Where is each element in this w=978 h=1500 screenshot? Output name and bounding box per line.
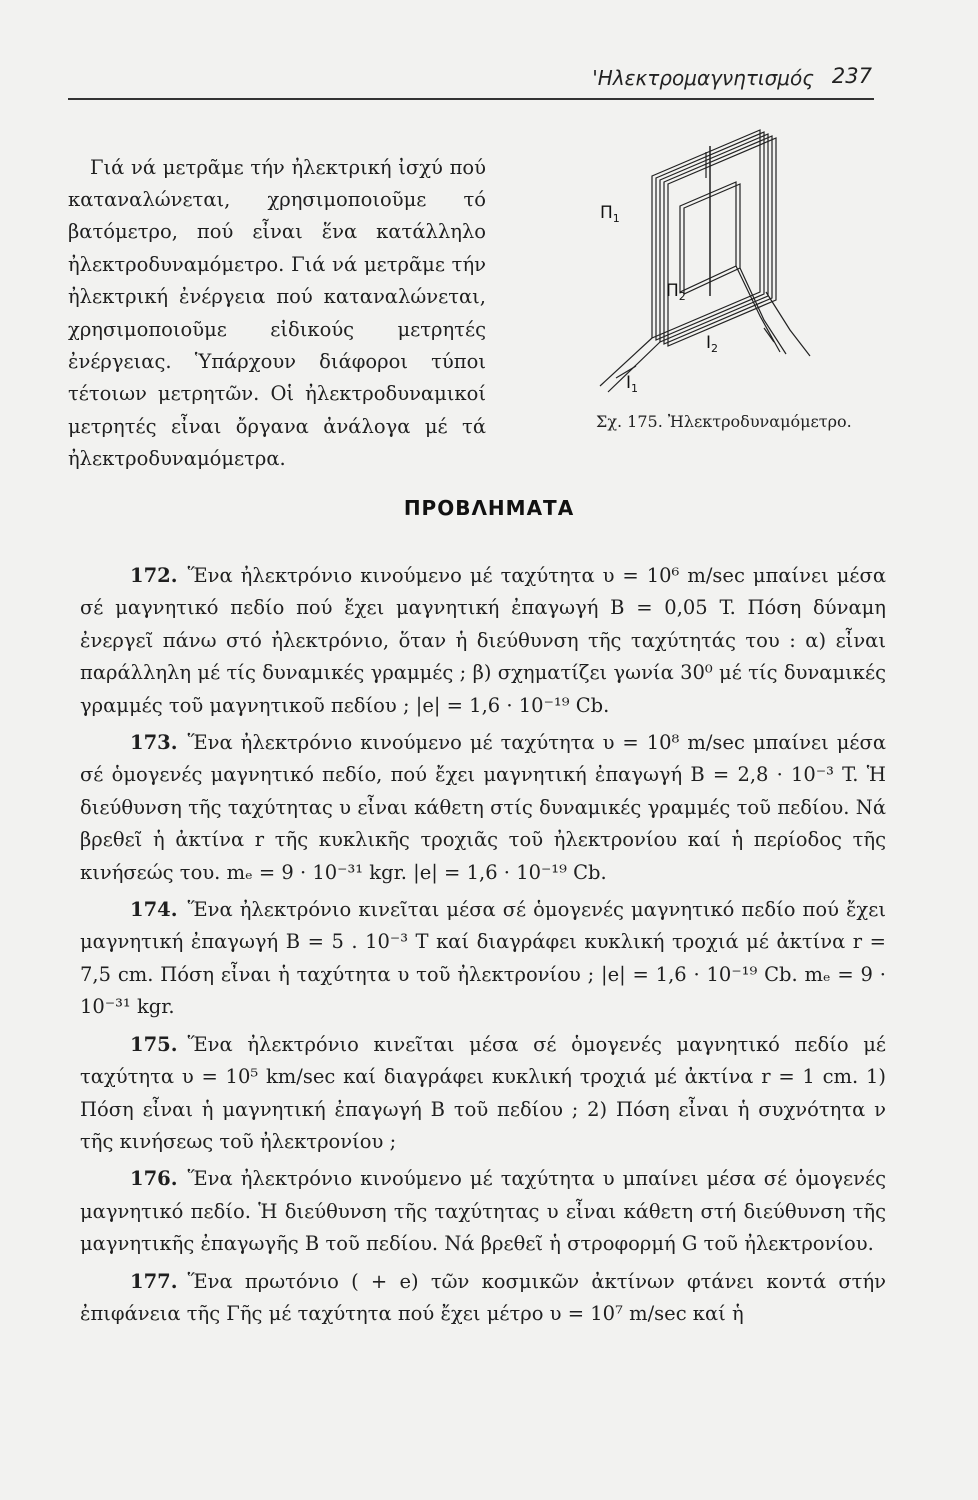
section-title: ΠΡΟΒΛΗΜΑΤΑ [403,496,575,520]
coil-label-p1: $\Pi_1$ [600,203,620,225]
problem-text: Ἕνα ἠλεκτρόνιο κινούμενο μέ ταχύτητα υ μπαίνει μέσα σέ ὁμογενές μαγνητικό πεδίο. Ἡ διεύθυνση τῆς ταχύτητας υ εἶναι κάθετη στή διεύθυνση τῆς μαγνητικῆς ἐπαγωγῆς B τοῦ πεδίου. Νά βρεθεῖ ἡ στροφορμή G τοῦ ἠλεκτρονίου. [80,1167,886,1256]
electrodynamometer-diagram [560,116,880,416]
problem-172 [80,560,886,722]
problem-text: Ἕνα ἠλεκτρόνιο κινούμενο μέ ταχύτητα υ = 10⁶ m/sec μπαίνει μέσα σέ μαγνητικό πεδίο πού ἔχει μαγνητική ἐπαγωγή B = 0,05 T. Πόση δύναμη ἐνεργεῖ πάνω στό ἠλεκτρόνιο, ὅταν ἡ διεύθυνση τῆς ταχύτητάς του : α) εἶναι παράλληλη μέ τίς δυναμικές γραμμές ; β) σχηματίζει γωνία 30⁰ μέ τίς δυναμικές γραμμές τοῦ μαγνητικοῦ πεδίου ; |e| = 1,6 · 10⁻¹⁹ Cb. [80,564,886,717]
page-header [68,62,874,100]
intro-paragraph: Γιά νά μετρᾶμε τήν ἠλεκτρική ἰσχύ πού καταναλώνεται, χρησιμοποιοῦμε τό βατόμετρο, πού εἶναι ἕνα κατάλληλο ἠλεκτροδυναμόμετρο. Γιά νά μετρᾶμε τήν ἠλεκτρική ἐνέργεια πού καταναλώνεται, χρησιμοποιοῦμε εἰδικούς μετρητές ἐνέργειας. Ὑπάρχουν διάφοροι τύποι τέτοιων μετρητῶν. Οἱ ἠλεκτροδυναμικοί μετρητές εἶναι ὄργανα ἀνάλογα μέ τά ἠλεκτροδυναμόμετρα. [68,155,486,471]
problem-177 [80,1266,886,1331]
problem-175 [80,1029,886,1159]
current-label-i2: $I_2$ [706,333,719,355]
problem-173 [80,727,886,889]
current-label-i1: $I_1$ [626,373,639,395]
problems-list [80,560,886,1335]
problem-text: Ἕνα ἠλεκτρόνιο κινεῖται μέσα σέ ὁμογενές μαγνητικό πεδίο πού ἔχει μαγνητική ἐπαγωγή B = 5 . 10⁻³ T καί διαγράφει κυκλική τροχιά μέ ἀκτίνα r = 7,5 cm. Πόση εἶναι ἡ ταχύτητα υ τοῦ ἠλεκτρονίου ; |e| = 1,6 · 10⁻¹⁹ Cb. mₑ = 9 · 10⁻³¹ kgr. [80,898,886,1019]
problem-number: 172. [130,564,178,587]
problem-text: Ἕνα ἠλεκτρόνιο κινεῖται μέσα σέ ὁμογενές μαγνητικό πεδίο μέ ταχύτητα υ = 10⁵ km/sec καί διαγράφει κυκλική τροχιά μέ ἀκτίνα r = 1 cm. 1) Πόση εἶναι ἡ μαγνητική ἐπαγωγή B τοῦ πεδίου ; 2) Πόση εἶναι ἡ συχνότητα ν τῆς κινήσεως τοῦ ἠλεκτρονίου ; [80,1032,886,1153]
problem-174 [80,894,886,1024]
page-number: 237 [831,64,872,88]
problem-176 [80,1163,886,1260]
problem-text: Ἕνα ἠλεκτρόνιο κινούμενο μέ ταχύτητα υ = 10⁸ m/sec μπαίνει μέσα σέ ὁμογενές μαγνητικό πεδίο, πού ἔχει μαγνητική ἐπαγωγή B = 2,8 · 10⁻³ T. Ἡ διεύθυνση τῆς ταχύτητας υ εἶναι κάθετη στίς δυναμικές γραμμές τοῦ πεδίου. Νά βρεθεῖ ἡ ἀκτίνα r τῆς κυκλικῆς τροχιᾶς τοῦ ἠλεκτρονίου καί ἡ περίοδος τῆς κινήσεώς του. mₑ = 9 · 10⁻³¹ kgr. |e| = 1,6 · 10⁻¹⁹ Cb. [80,731,886,884]
figure-caption: Σχ. 175. Ἠλεκτροδυναμόμετρο. [596,412,852,431]
electrodynamometer-figure [560,116,880,416]
problem-number: 175. [130,1032,178,1056]
fixed-coil [652,130,776,346]
running-title: 'Ηλεκτρομαγνητισμός [592,66,814,90]
problem-number: 173. [130,731,178,755]
coil-label-p2: $\Pi_2$ [666,281,686,303]
problem-text: Ἕνα πρωτόνιο ( + e) τῶν κοσμικῶν ἀκτίνων φτάνει κοντά στήν ἐπιφάνεια τῆς Γῆς μέ ταχύτητα πού ἔχει μέτρο υ = 10⁷ m/sec καί ἡ [80,1269,886,1325]
problem-number: 176. [130,1167,178,1191]
problem-number: 174. [130,898,178,922]
current-arrow-2 [764,328,774,342]
problem-number: 177. [130,1269,178,1293]
